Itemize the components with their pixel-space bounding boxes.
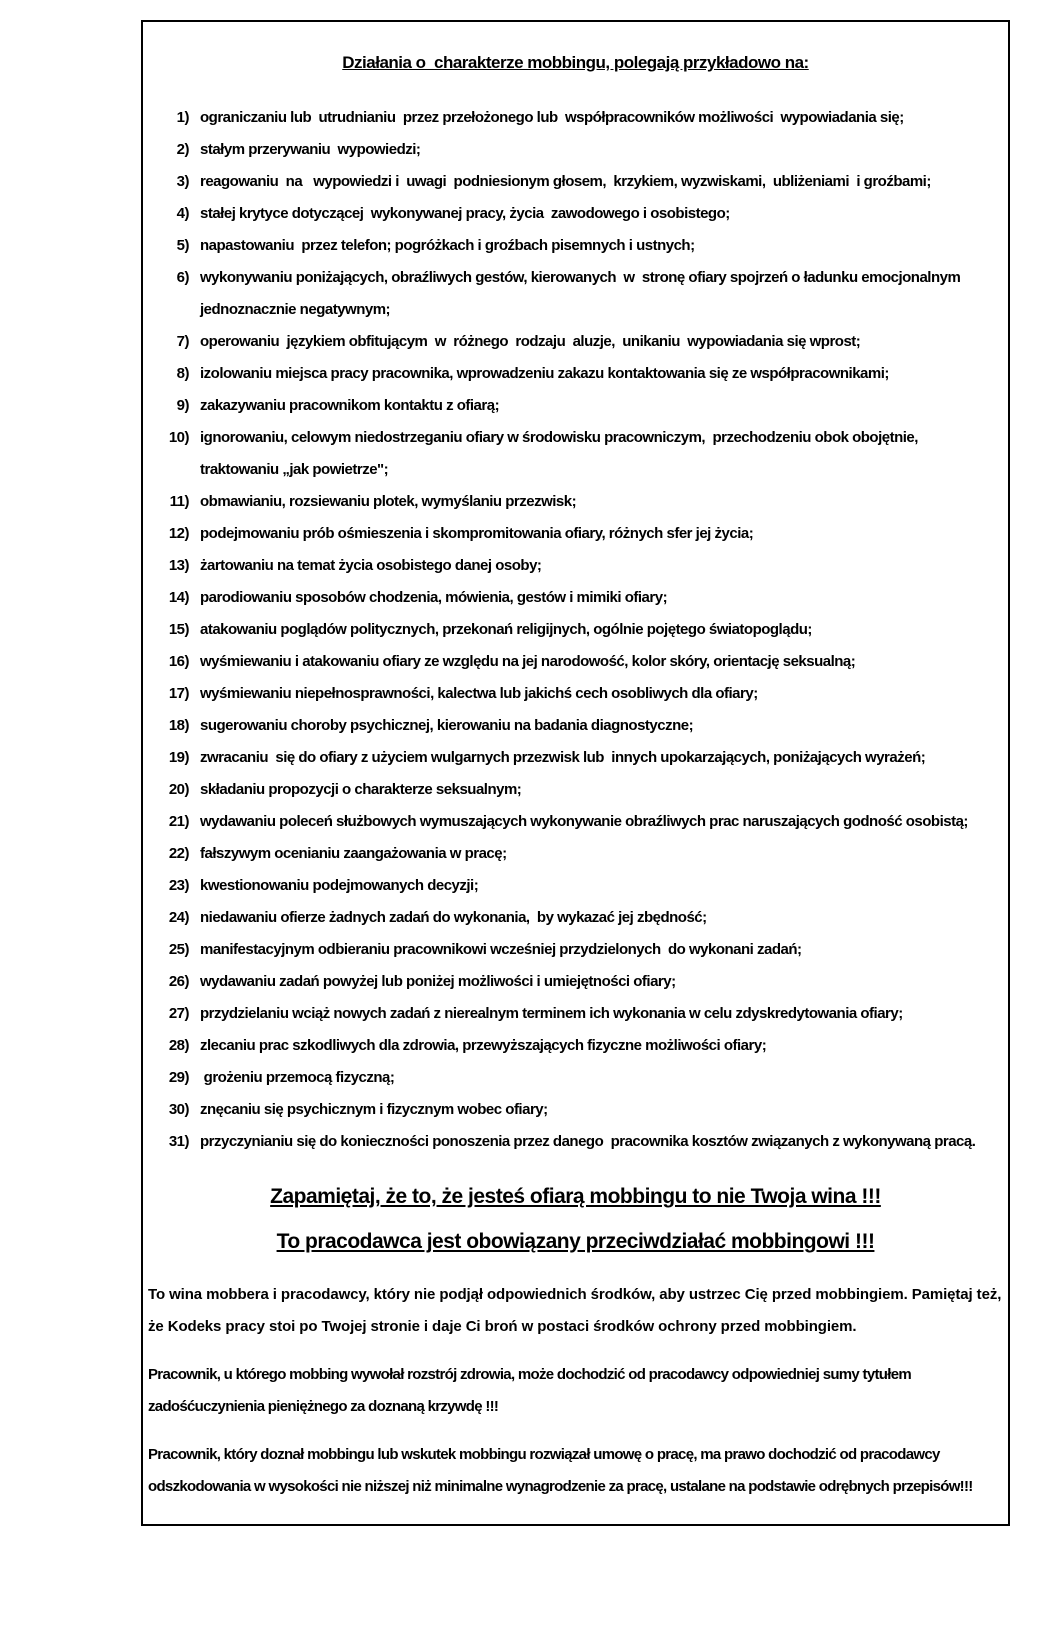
list-item-number: 4): [176, 205, 189, 222]
list-item: [165, 230, 992, 262]
list-item-text: manifestacyjnym odbieraniu pracownikowi wcześniej przydzielonych do wykonani zadań;: [200, 941, 802, 958]
closing-paragraph: Pracownik, u którego mobbing wywołał rozstrój zdrowia, może dochodzić od pracodawcy odpowiedniej sumy tytułem zadośćuczynienia pieniężnego za doznaną krzywdę !!!: [148, 1366, 915, 1415]
list-item-text: zakazywaniu pracownikom kontaktu z ofiarą;: [200, 397, 500, 414]
list-item-text: stałej krytyce dotyczącej wykonywanej pracy, życia zawodowego i osobistego;: [200, 205, 730, 222]
headline-employer-obligation: To pracodawca jest obowiązany przeciwdziałać mobbingowi !!!: [276, 1230, 875, 1253]
list-item: [165, 902, 992, 934]
list-item-number: 28): [168, 1037, 189, 1054]
list-item-text: wyśmiewaniu niepełnosprawności, kalectwa lub jakichś cech osobliwych dla ofiary;: [200, 685, 758, 702]
list-item-number: 10): [168, 429, 189, 446]
list-item: [165, 870, 992, 902]
list-item-number: 20): [168, 781, 189, 798]
list-item: [165, 998, 992, 1030]
list-item: [165, 422, 992, 486]
list-item-number: 26): [168, 973, 189, 990]
list-item: [165, 614, 992, 646]
list-item: [165, 774, 992, 806]
list-item-text: zlecaniu prac szkodliwych dla zdrowia, przewyższających fizyczne możliwości ofiary;: [200, 1037, 767, 1054]
list-item: [165, 710, 992, 742]
list-item: [165, 486, 992, 518]
list-item-number: 16): [168, 653, 189, 670]
list-item: [165, 198, 992, 230]
list-item-number: 9): [176, 397, 189, 414]
list-item: [165, 1126, 992, 1158]
list-item-number: 29): [168, 1069, 189, 1086]
list-item-text: wydawaniu zadań powyżej lub poniżej możliwości i umiejętności ofiary;: [200, 973, 676, 990]
list-item: [165, 742, 992, 774]
list-item: [165, 134, 992, 166]
list-item: [165, 262, 992, 326]
list-item: [165, 1062, 992, 1094]
list-item-text: podejmowaniu prób ośmieszenia i skompromitowania ofiary, różnych sfer jej życia;: [200, 525, 754, 542]
list-item-text: wyśmiewaniu i atakowaniu ofiary ze względu na jej narodowość, kolor skóry, orientację seksualną;: [200, 653, 856, 670]
list-item-text: przydzielaniu wciąż nowych zadań z nierealnym terminem ich wykonania w celu zdyskredytowania ofiary;: [200, 1005, 903, 1022]
list-item-number: 30): [168, 1101, 189, 1118]
list-item-number: 25): [168, 941, 189, 958]
list-item-number: 2): [176, 141, 189, 158]
list-item-number: 12): [168, 525, 189, 542]
list-item-number: 27): [168, 1005, 189, 1022]
list-item-text: grożeniu przemocą fizyczną;: [200, 1069, 395, 1086]
list-item-text: reagowaniu na wypowiedzi i uwagi podniesionym głosem, krzykiem, wyzwiskami, ubliżeniami i groźbami;: [200, 173, 931, 190]
list-item-number: 11): [169, 493, 189, 510]
list-item: [165, 678, 992, 710]
list-item-text: atakowaniu poglądów politycznych, przekonań religijnych, ogólnie pojętego światopoglądu;: [200, 621, 812, 638]
list-item-text: fałszywym ocenianiu zaangażowania w pracę;: [200, 845, 507, 862]
list-item: [165, 390, 992, 422]
list-item: [165, 166, 992, 198]
list-item-number: 21): [168, 813, 189, 830]
mobbing-actions-list: [165, 102, 992, 1158]
list-item-number: 24): [168, 909, 189, 926]
list-item-text: stałym przerywaniu wypowiedzi;: [200, 141, 421, 158]
list-item-text: wykonywaniu poniżających, obraźliwych gestów, kierowanych w stronę ofiary spojrzeń o ładunku emocjonalnym jednoznacznie negatywnym;: [200, 269, 964, 318]
list-item-text: kwestionowaniu podejmowanych decyzji;: [200, 877, 479, 894]
list-item: [165, 1094, 992, 1126]
list-item: [165, 326, 992, 358]
list-item-number: 14): [168, 589, 189, 606]
list-item-number: 8): [176, 365, 189, 382]
list-item-number: 3): [176, 173, 189, 190]
list-item-text: ograniczaniu lub utrudnianiu przez przełożonego lub współpracowników możliwości wypowiadania się;: [200, 109, 904, 126]
list-item-number: 5): [176, 237, 189, 254]
list-item: [165, 966, 992, 998]
list-item-number: 22): [168, 845, 189, 862]
list-item-text: operowaniu językiem obfitującym w różnego rodzaju aluzje, unikaniu wypowiadania się wprost;: [200, 333, 861, 350]
list-item-number: 6): [176, 269, 189, 286]
list-item-text: parodiowaniu sposobów chodzenia, mówienia, gestów i mimiki ofiary;: [200, 589, 668, 606]
list-item-text: żartowaniu na temat życia osobistego danej osoby;: [200, 557, 542, 574]
list-item-number: 15): [168, 621, 189, 638]
document-border-frame: [141, 20, 1010, 1526]
list-item-number: 19): [168, 749, 189, 766]
list-item: [165, 102, 992, 134]
list-item-number: 31): [168, 1133, 189, 1150]
list-item-text: wydawaniu poleceń służbowych wymuszających wykonywanie obraźliwych prac naruszających godność osobistą;: [200, 813, 968, 830]
list-item-text: znęcaniu się psychicznym i fizycznym wobec ofiary;: [200, 1101, 548, 1118]
list-item: [165, 1030, 992, 1062]
list-item: [165, 934, 992, 966]
list-item-number: 1): [176, 109, 189, 126]
list-item-text: napastowaniu przez telefon; pogróżkach i groźbach pisemnych i ustnych;: [200, 237, 695, 254]
list-item: [165, 582, 992, 614]
list-item: [165, 838, 992, 870]
list-item-number: 23): [168, 877, 189, 894]
closing-paragraph: To wina mobbera i pracodawcy, który nie podjął odpowiednich środków, aby ustrzec Cię przed mobbingiem. Pamiętaj też, że Kodeks pracy stoi po Twojej stronie i daje Ci broń w postaci środków ochrony przed mobbingiem.: [148, 1286, 1006, 1335]
list-item-number: 7): [176, 333, 189, 350]
list-item: [165, 358, 992, 390]
list-item-number: 17): [168, 685, 189, 702]
list-item-text: sugerowaniu choroby psychicznej, kierowaniu na badania diagnostyczne;: [200, 717, 694, 734]
closing-paragraph: Pracownik, który doznał mobbingu lub wskutek mobbingu rozwiązał umowę o pracę, ma prawo dochodzić od pracodawcy odszkodowania w wysokości nie niższej niż minimalne wynagrodzenie za pracę, ustalane na podstawie odrębnych przepisów!!!: [148, 1446, 973, 1495]
list-item-text: składaniu propozycji o charakterze seksualnym;: [200, 781, 522, 798]
list-item-number: 18): [168, 717, 189, 734]
document-title: Działania o charakterze mobbingu, polegają przykładowo na:: [342, 53, 809, 72]
list-item-text: zwracaniu się do ofiary z użyciem wulgarnych przezwisk lub innych upokarzających, poniżających wyrażeń;: [200, 749, 926, 766]
list-item: [165, 518, 992, 550]
list-item-text: ignorowaniu, celowym niedostrzeganiu ofiary w środowisku pracowniczym, przechodzeniu obok obojętnie, traktowaniu „jak powietrze";: [200, 429, 922, 478]
list-item: [165, 646, 992, 678]
list-item-text: izolowaniu miejsca pracy pracownika, wprowadzeniu zakazu kontaktowania się ze współpracownikami;: [200, 365, 889, 382]
list-item-text: niedawaniu ofierze żadnych zadań do wykonania, by wykazać jej zbędność;: [200, 909, 707, 926]
closing-paragraphs: [148, 1279, 1006, 1502]
list-item-text: obmawianiu, rozsiewaniu plotek, wymyślaniu przezwisk;: [200, 493, 577, 510]
list-item-number: 13): [168, 557, 189, 574]
list-item: [165, 806, 992, 838]
list-item: [165, 550, 992, 582]
list-item-text: przyczynianiu się do konieczności ponoszenia przez danego pracownika kosztów związanych z wykonywaną pracą.: [200, 1133, 976, 1150]
headline-not-your-fault: Zapamiętaj, że to, że jesteś ofiarą mobbingu to nie Twoja wina !!!: [270, 1185, 881, 1208]
